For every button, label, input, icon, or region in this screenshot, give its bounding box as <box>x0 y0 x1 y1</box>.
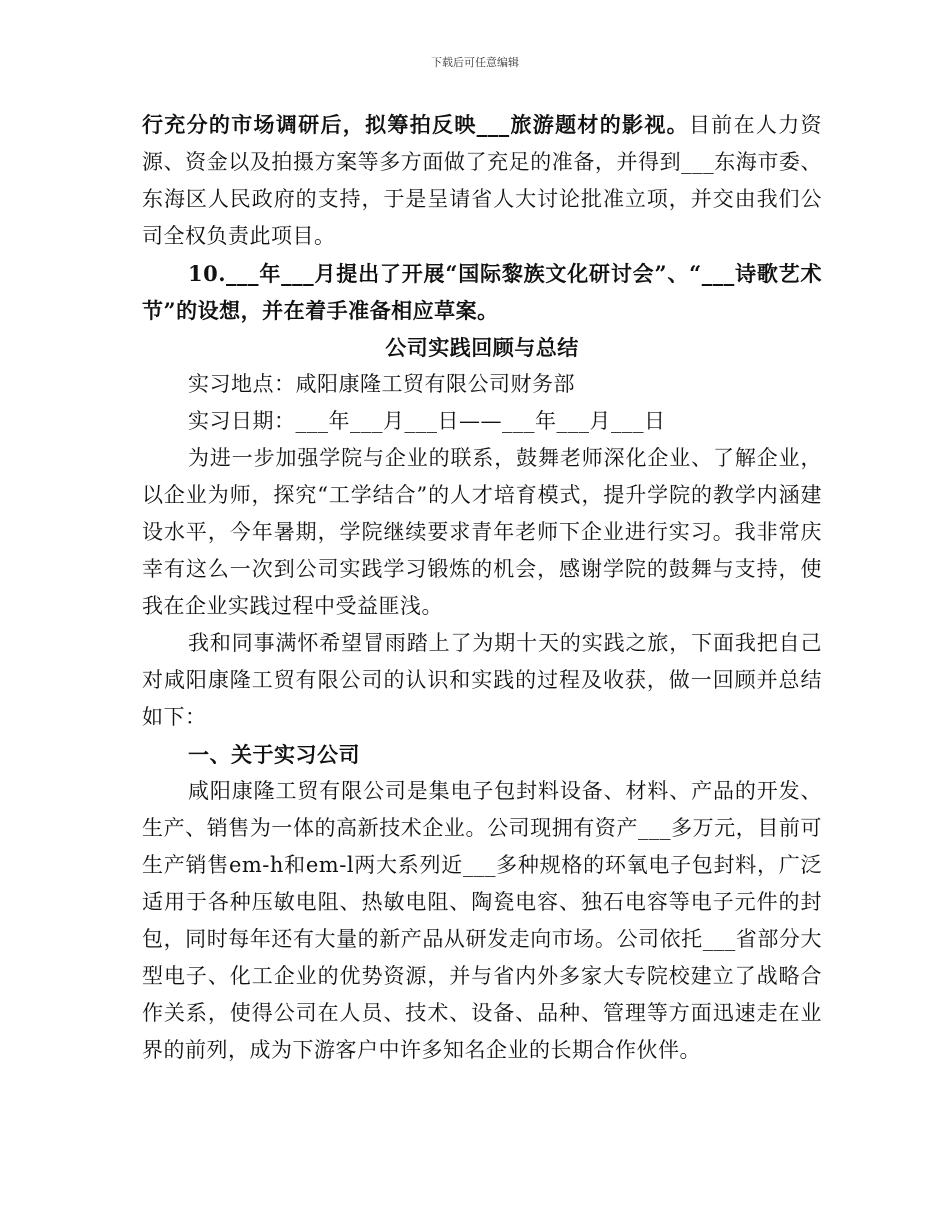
journey-paragraph: 我和同事满怀希望冒雨踏上了为期十天的实践之旅，下面我把自己对咸阳康隆工贸有限公司的认识和实践的过程及收获，做一回顾并总结如下： <box>142 631 822 729</box>
internship-date: 实习日期：___年___月___日——___年___月___日 <box>188 409 666 433</box>
document-body <box>142 106 822 1069</box>
numbered-item-10: 10.___年___月提出了开展“国际黎族文化研讨会”、“___诗歌艺术节”的设想，并在着手准备相应草案。 <box>142 261 822 323</box>
subsection-heading: 一、关于实习公司 <box>188 742 360 767</box>
paragraph-rest-text: 目前在人力资源、资金以及拍摄方案等多方面做了充足的准备，并得到___东海市委、东海区人民政府的支持，于是呈请省人大讨论批准立项，并交由我们公司全权负责此项目。 <box>142 113 823 248</box>
internship-location: 实习地点：咸阳康隆工贸有限公司财务部 <box>188 372 575 396</box>
section-title: 公司实践回顾与总结 <box>385 335 579 360</box>
page-header: 下载后可任意编辑 <box>431 56 519 69</box>
bold-lead-text: 行充分的市场调研后，拟筹拍反映___旅游题材的影视。 <box>142 112 689 137</box>
company-description: 咸阳康隆工贸有限公司是集电子包封料设备、材料、产品的开发、生产、销售为一体的高新技术企业。公司现拥有资产___多万元，目前可生产销售em-h和em-l两大系列近___多种规格的环氧电子包封料，广泛适用于各种压敏电阻、热敏电阻、陶瓷电容、独石电容等电子元件的封包，同时每年还有大量的新产品从研发走向市场。公司依托___省部分大型电子、化工企业的优势资源，并与省内外多家大专院校建立了战略合作关系，使得公司在人员、技术、设备、品种、管理等方面迅速走在业界的前列，成为下游客户中许多知名企业的长期合作伙伴。 <box>142 779 822 1062</box>
paragraph-continuation <box>142 106 822 255</box>
intro-paragraph: 为进一步加强学院与企业的联系，鼓舞老师深化企业、了解企业，以企业为师，探究“工学结合”的人才培育模式，提升学院的教学内涵建设水平，今年暑期，学院继续要求青年老师下企业进行实习。我非常庆幸有这么一次到公司实践学习锻炼的机会，感谢学院的鼓舞与支持，使我在企业实践过程中受益匪浅。 <box>142 446 822 618</box>
